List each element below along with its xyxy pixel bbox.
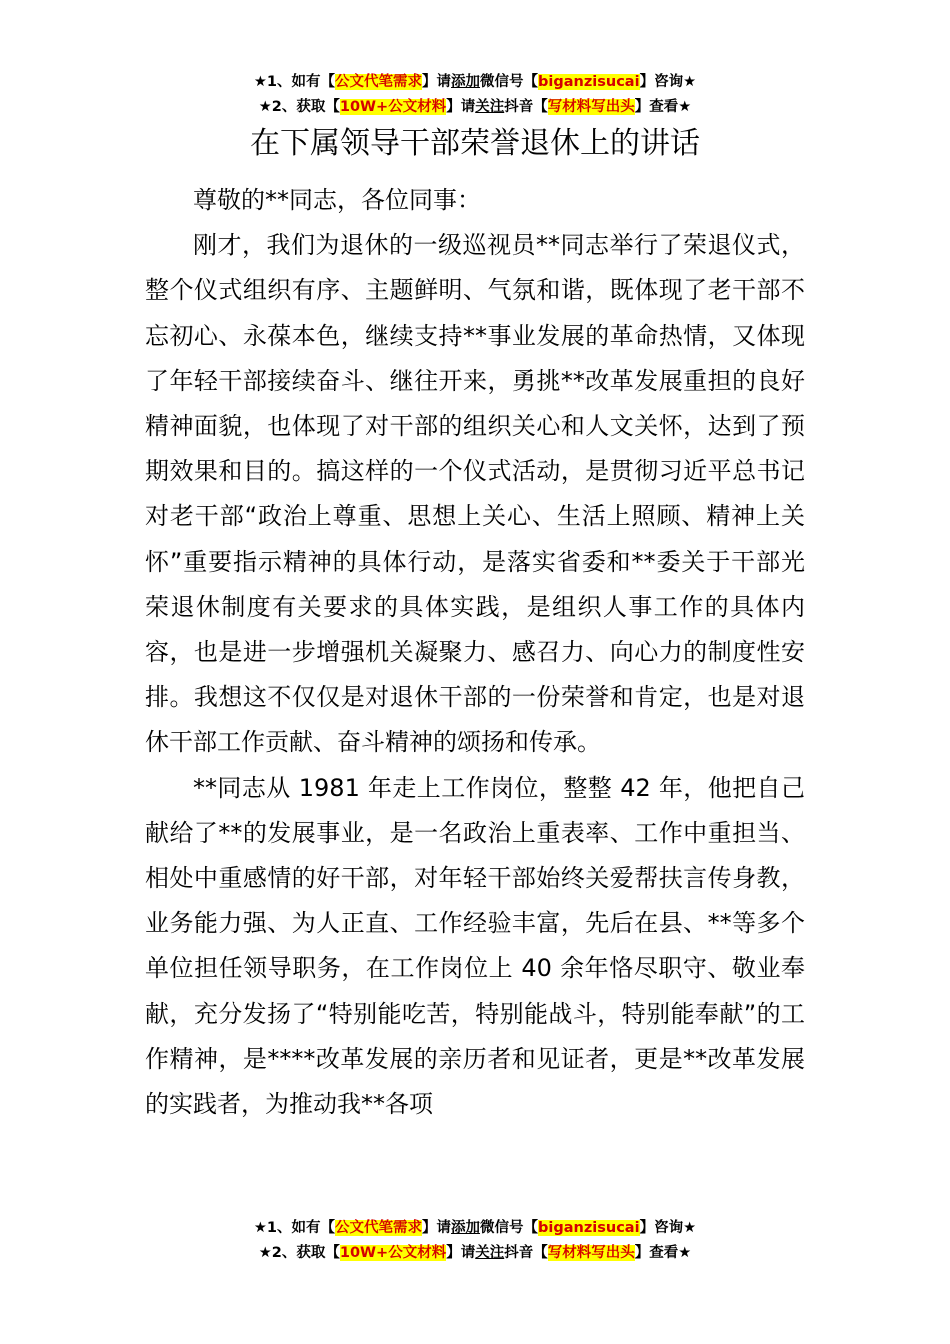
banner-underlined: 关注 <box>475 1245 505 1261</box>
header-banner-line-2 <box>0 95 950 120</box>
footer-banner <box>0 1216 950 1266</box>
banner-text: 】咨询★ <box>639 74 697 90</box>
banner-highlight: 写材料写出头 <box>547 1245 635 1261</box>
salutation: 尊敬的**同志，各位同事： <box>193 186 481 214</box>
footer-banner-line-2 <box>0 1241 950 1266</box>
banner-text: 】咨询★ <box>639 1220 697 1236</box>
banner-text: ★1、如有【 <box>253 1220 336 1236</box>
banner-text: 微信号【 <box>480 74 539 90</box>
banner-text: 抖音【 <box>504 1245 548 1261</box>
banner-text: 】请 <box>446 99 476 115</box>
banner-underlined: 添加 <box>451 1220 481 1236</box>
document-title: 在下属领导干部荣誉退休上的讲话 <box>250 126 700 161</box>
banner-underlined: 添加 <box>451 74 481 90</box>
banner-highlight: 写材料写出头 <box>547 99 635 115</box>
footer-banner-line-1 <box>0 1216 950 1241</box>
banner-highlight: biganzisucai <box>538 74 640 90</box>
body-paragraph: **同志从 1981 年走上工作岗位，整整 42 年，他把自己献给了**的发展事业，是一名政治上重表率、工作中重担当、相处中重感情的好干部，对年轻干部始终关爱帮扶言传身教，业务能力强、为人正直、工作经验丰富，先后在县、**等多个单位担任领导职务，在工作岗位上 40 余年恪尽职守、敬业奉献，充分发扬了“特别能吃苦，特别能战斗，特别能奉献”的工作精神，是****改革发展的亲历者和见证者，更是**改革发展的实践者，为推动我**各项 <box>145 773 805 1119</box>
document-body <box>145 178 805 1127</box>
header-banner-line-1 <box>0 70 950 95</box>
banner-text: 抖音【 <box>504 99 548 115</box>
banner-highlight: 公文代笔需求 <box>335 74 423 90</box>
banner-highlight: 公文代笔需求 <box>335 1220 423 1236</box>
banner-text: ★1、如有【 <box>253 74 336 90</box>
banner-highlight: 10W+公文材料 <box>339 99 447 115</box>
banner-highlight: 10W+公文材料 <box>339 1245 447 1261</box>
banner-text: 】请 <box>446 1245 476 1261</box>
banner-text: 】查看★ <box>634 1245 692 1261</box>
banner-text: 】查看★ <box>634 99 692 115</box>
banner-highlight: biganzisucai <box>538 1220 640 1236</box>
header-banner <box>0 70 950 120</box>
banner-text: 】请 <box>422 74 452 90</box>
banner-text: ★2、获取【 <box>258 99 340 115</box>
body-paragraph: 刚才，我们为退休的一级巡视员**同志举行了荣退仪式，整个仪式组织有序、主题鲜明、气氛和谐，既体现了老干部不忘初心、永葆本色，继续支持**事业发展的革命热情，又体现了年轻干部接续奋斗、继往开来，勇挑**改革发展重担的良好精神面貌，也体现了对干部的组织关心和人文关怀，达到了预期效果和目的。搞这样的一个仪式活动，是贯彻习近平总书记对老干部“政治上尊重、思想上关心、生活上照顾、精神上关怀”重要指示精神的具体行动，是落实省委和**委关于干部光荣退休制度有关要求的具体实践，是组织人事工作的具体内容，也是进一步增强机关凝聚力、感召力、向心力的制度性安排。我想这不仅仅是对退休干部的一份荣誉和肯定，也是对退休干部工作贡献、奋斗精神的颂扬和传承。 <box>145 231 805 757</box>
banner-text: ★2、获取【 <box>258 1245 340 1261</box>
banner-underlined: 关注 <box>475 99 505 115</box>
banner-text: 微信号【 <box>480 1220 539 1236</box>
banner-text: 】请 <box>422 1220 452 1236</box>
